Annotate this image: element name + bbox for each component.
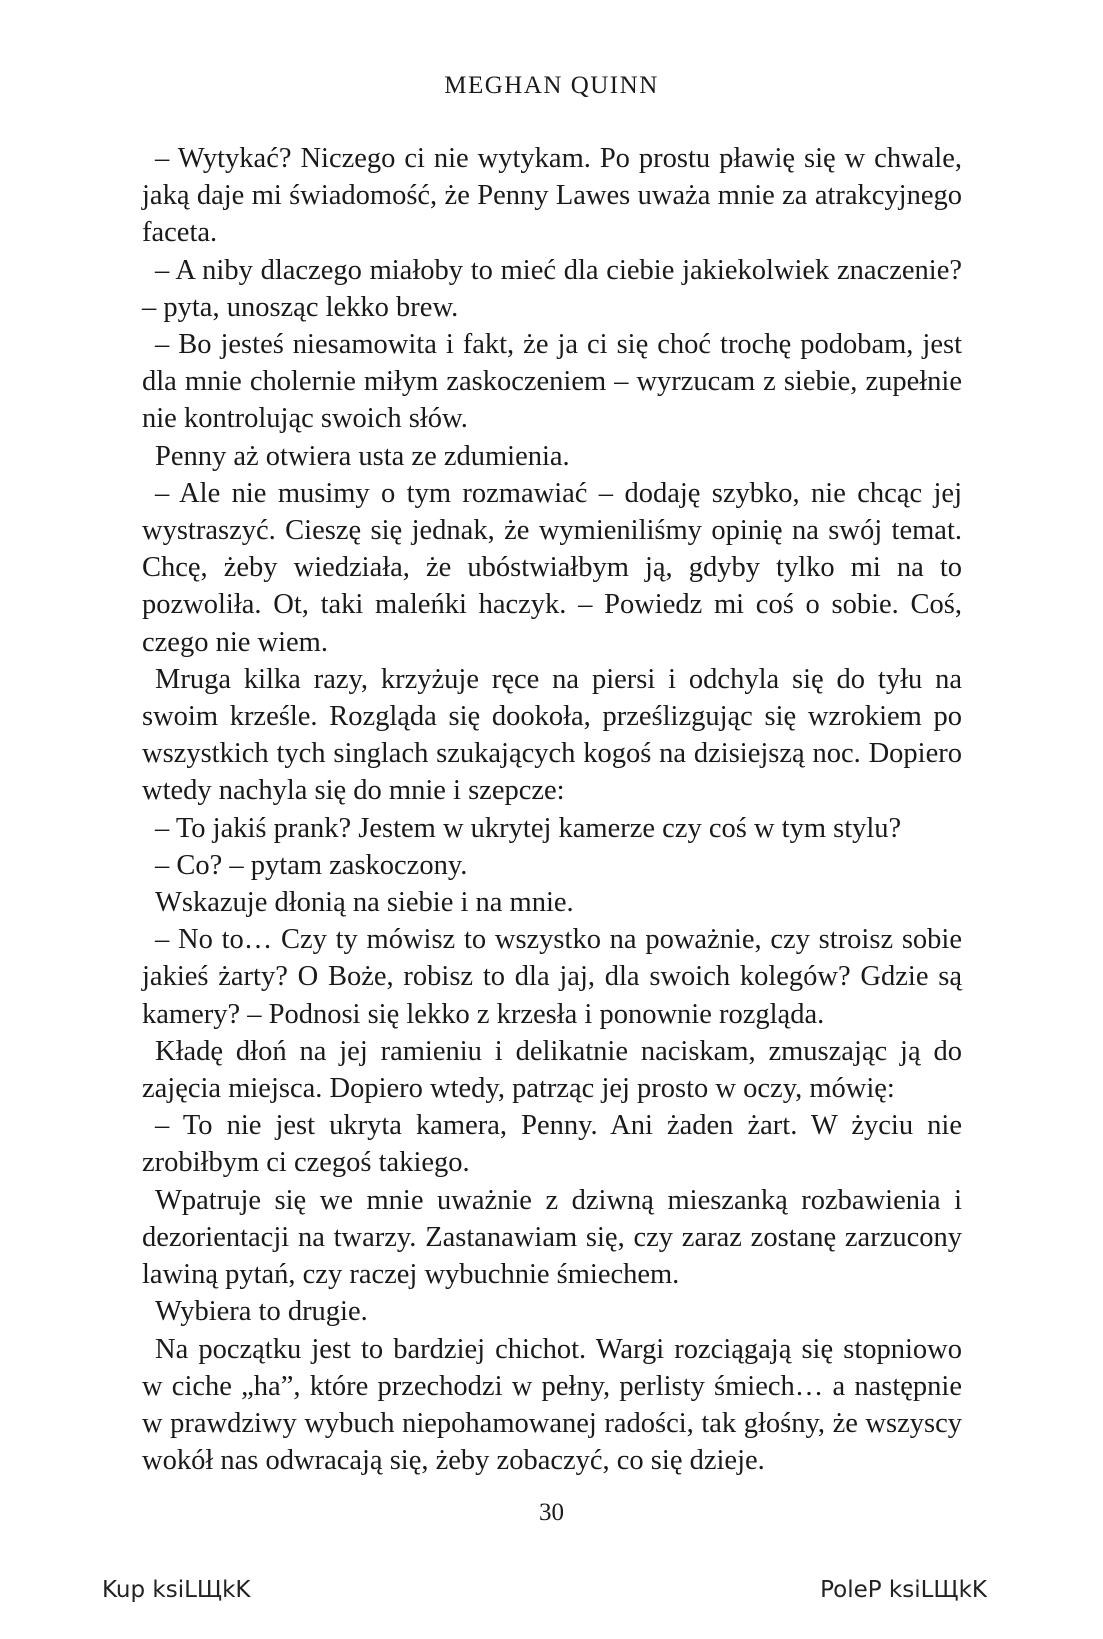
paragraph: Wpatruje się we mnie uważnie z dziwną mieszanką rozbawienia i dezorientacji na twarzy. Zastanawiam się, czy zaraz zostanę zarzucony lawiną pytań, czy raczej wybuchnie śmiechem.	[142, 1184, 962, 1291]
paragraph: Penny aż otwiera usta ze zdumienia.	[155, 440, 570, 472]
paragraph: – To jakiś prank? Jestem w ukrytej kamerze czy coś w tym stylu?	[155, 812, 902, 844]
paragraph: Na początku jest to bardziej chichot. Wargi rozciągają się stopniowo w ciche „ha”, które przechodzi w pełny, perlisty śmiech… a następnie w prawdziwy wybuch niepohamowanej radości, tak głośny, że wszyscy wokół nas odwracają się, żeby zobaczyć, co się dzieje.	[142, 1333, 962, 1477]
paragraph: Wskazuje dłonią na siebie i na mnie.	[155, 887, 574, 919]
paragraph: Mruga kilka razy, krzyżuje ręce na piersi i odchyla się do tyłu na swoim krześle. Rozgląda się dookoła, prześlizgując się wzrokiem po wszystkich tych singlach szukających kogoś na dzisiejszą noc. Dopiero wtedy nachyla się do mnie i szepcze:	[142, 663, 962, 807]
paragraph: – To nie jest ukryta kamera, Penny. Ani żaden żart. W życiu nie zrobiłbym ci czegoś takiego.	[142, 1110, 962, 1179]
buy-book-link[interactable]: Kup ksiLЩkK	[102, 1577, 251, 1603]
running-head-author: MEGHAN QUINN	[444, 72, 659, 99]
paragraph: Wybiera to drugie.	[155, 1296, 368, 1328]
paragraph: – Ale nie musimy o tym rozmawiać – dodaję szybko, nie chcąc jej wystraszyć. Cieszę się jednak, że wymieniliśmy opinię na swój temat. Chcę, żeby wiedziała, że ubóstwiałbym ją, gdyby tylko mi na to pozwoliła. Ot, taki maleńki haczyk. – Powiedz mi coś o sobie. Coś, czego nie wiem.	[142, 477, 962, 658]
paragraph: – Wytykać? Niczego ci nie wytykam. Po prostu pławię się w chwale, jaką daje mi świadomość, że Penny Lawes uważa mnie za atrakcyjnego faceta.	[142, 143, 962, 249]
paragraph: – No to… Czy ty mówisz to wszystko na poważnie, czy stroisz sobie jakieś żarty? O Boże, robisz to dla jaj, dla swoich kolegów? Gdzie są kamery? – Podnosi się lekko z krzesła i ponownie rozgląda.	[142, 924, 962, 1030]
page-number: 30	[539, 1499, 564, 1526]
paragraph: – Co? – pytam zaskoczony.	[155, 849, 468, 881]
paragraph: Kładę dłoń na jej ramieniu i delikatnie naciskam, zmuszając ją do zajęcia miejsca. Dopiero wtedy, patrząc jej prosto w oczy, mówię:	[142, 1035, 962, 1105]
recommend-book-link[interactable]: PoleP ksiLЩkK	[820, 1577, 987, 1603]
paragraph: – Bo jesteś niesamowita i fakt, że ja ci się choć trochę podobam, jest dla mnie cholernie miłym zaskoczeniem – wyrzucam z siebie, zupełnie nie kontrolując swoich słów.	[142, 329, 962, 435]
paragraph: – A niby dlaczego miałoby to mieć dla ciebie jakiekolwiek znaczenie? – pyta, unosząc lekko brew.	[142, 254, 962, 323]
body-text	[142, 140, 962, 1479]
